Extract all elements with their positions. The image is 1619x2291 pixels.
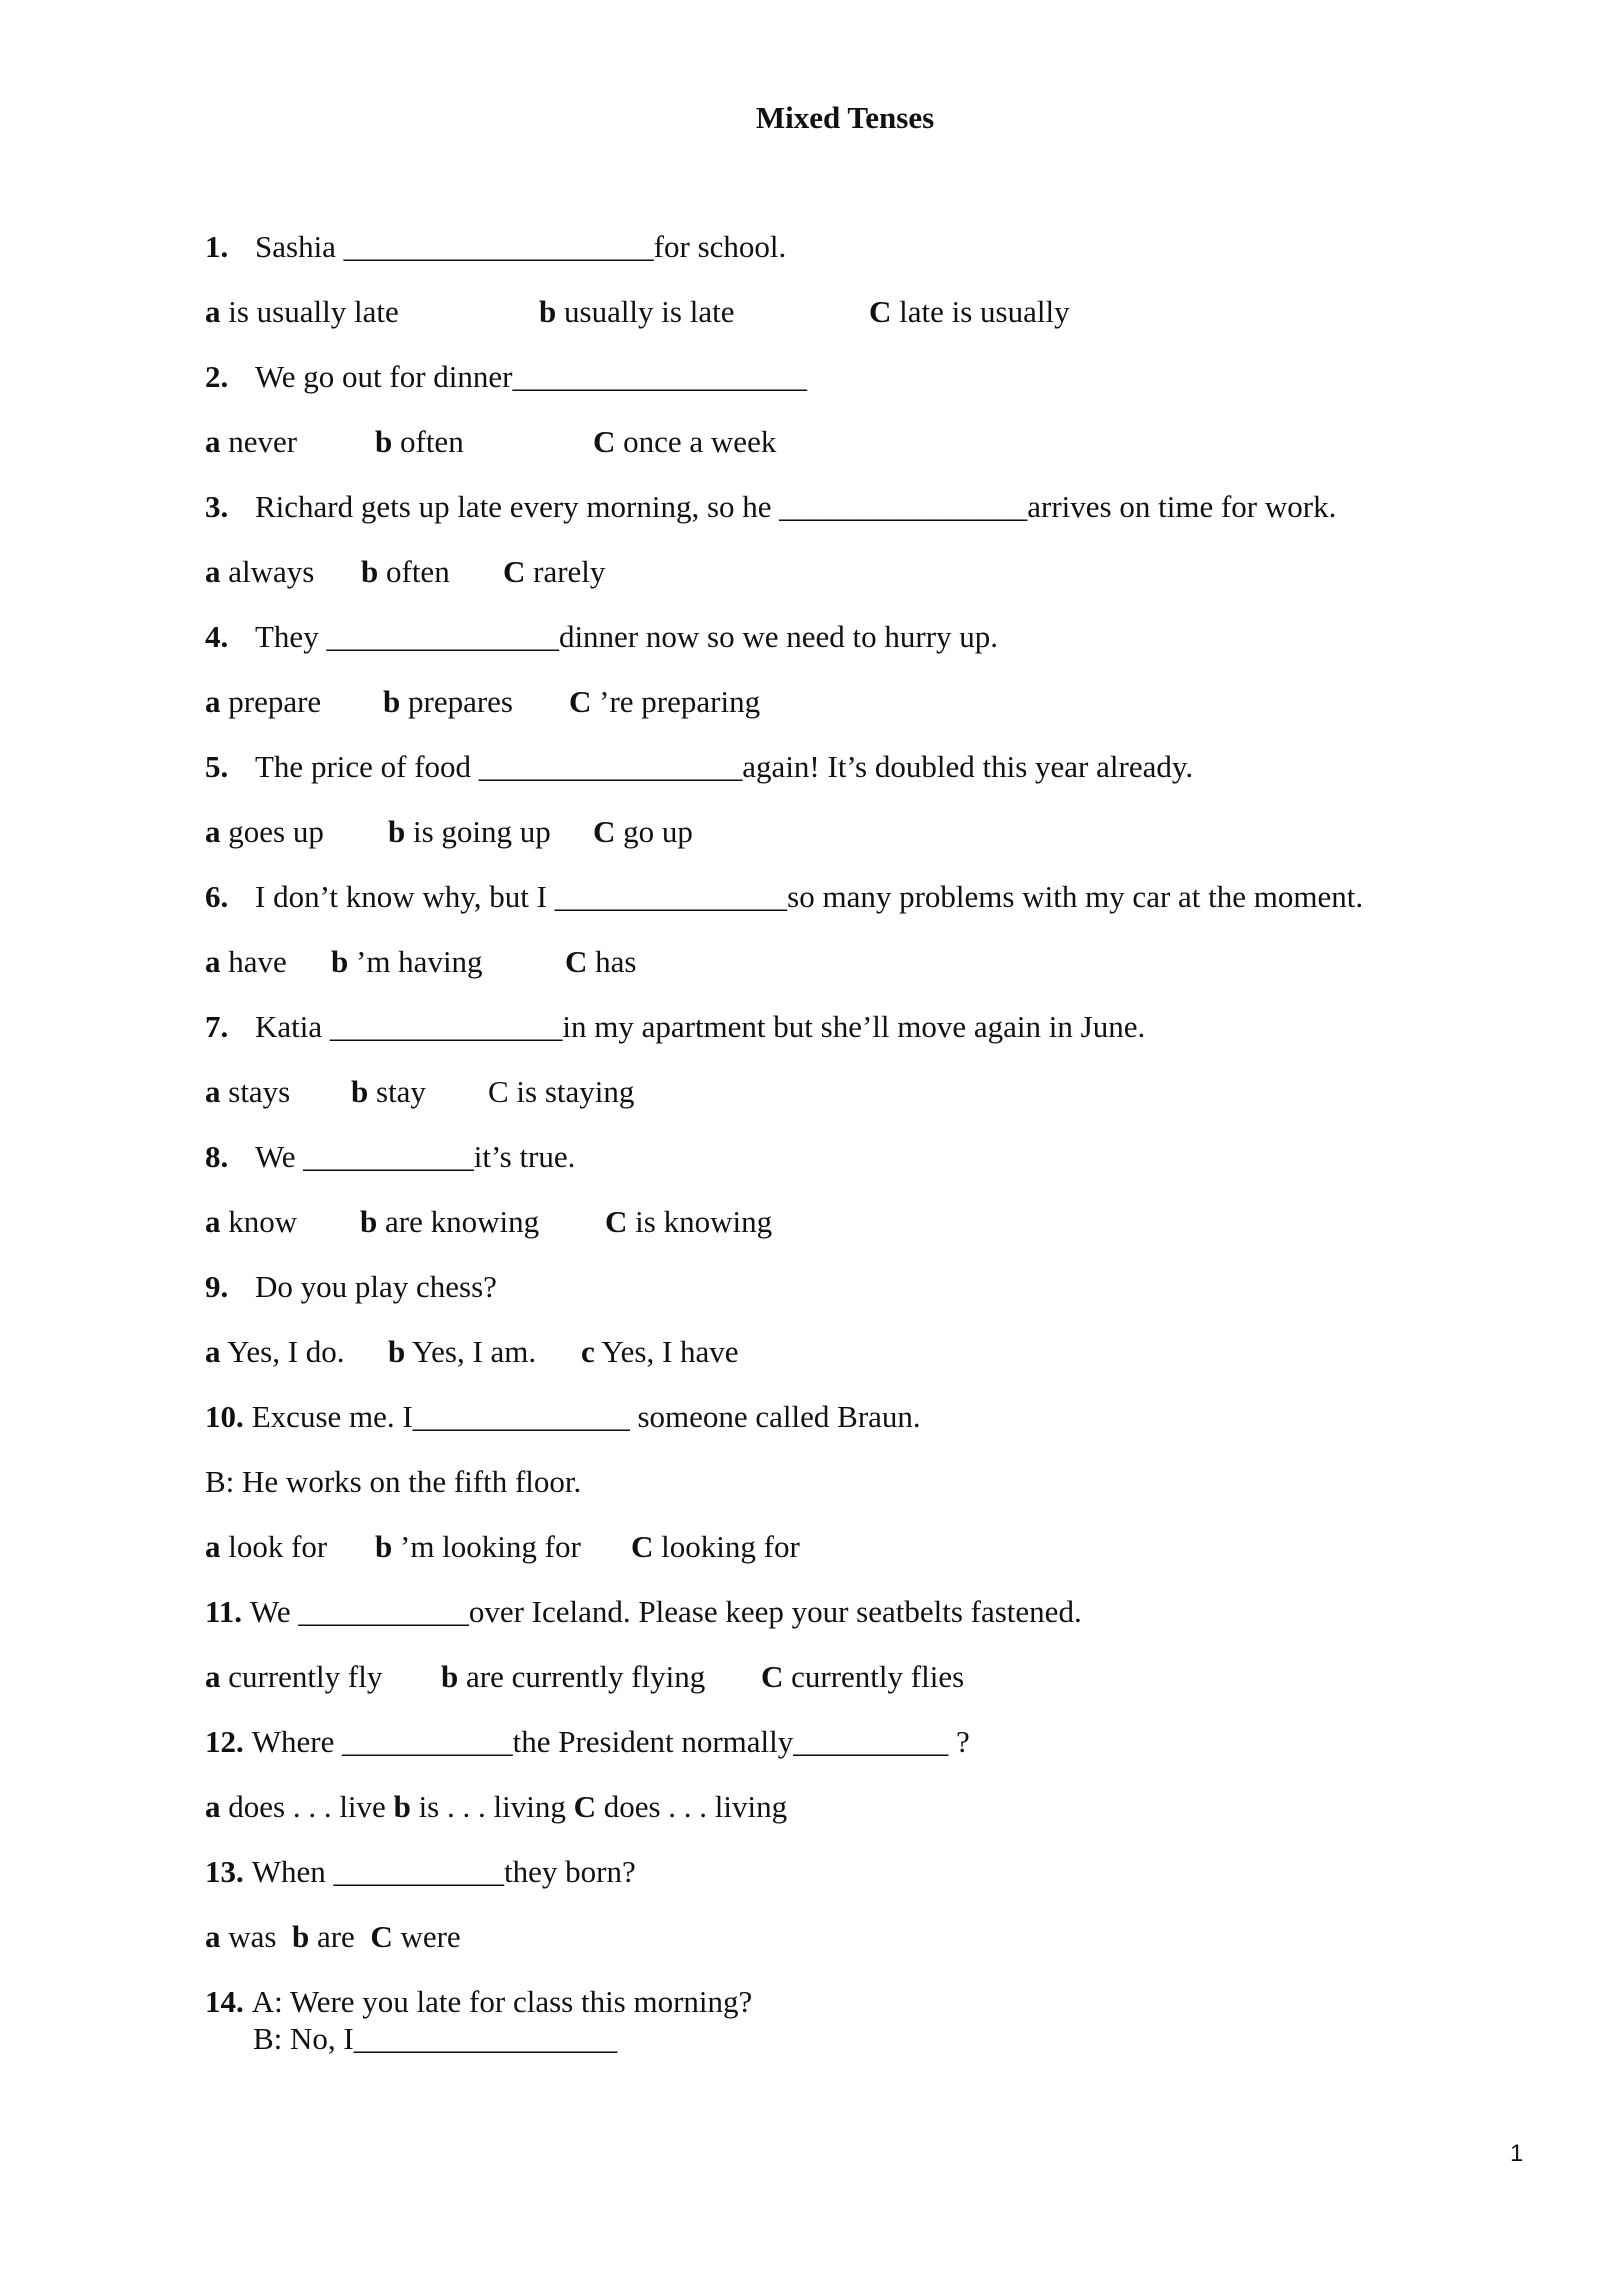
option-text: were xyxy=(392,1919,461,1954)
option-letter: a xyxy=(205,1074,221,1109)
question-text: The price of food _________________again! It’s doubled this year already. xyxy=(255,749,1194,784)
options-6 xyxy=(205,944,636,980)
option-b xyxy=(360,1204,605,1240)
option-letter: a xyxy=(205,1659,221,1694)
option-text: looking for xyxy=(653,1529,800,1564)
option-text: goes up xyxy=(220,814,324,849)
option-letter: b xyxy=(375,424,393,459)
question-text: Excuse me. I______________ someone called Braun. xyxy=(251,1399,921,1434)
option-text: ’m looking for xyxy=(392,1529,581,1564)
option-letter: a xyxy=(205,424,221,459)
option-text: usually is late xyxy=(556,294,735,329)
option-text: has xyxy=(587,944,637,979)
options-1 xyxy=(205,294,1070,330)
option-letter: b xyxy=(361,554,379,589)
option-letter: a xyxy=(205,944,221,979)
option-letter: b xyxy=(360,1204,378,1239)
question-10-reply: B: He works on the fifth floor. xyxy=(205,1464,582,1499)
option-b xyxy=(394,1789,566,1825)
options-9 xyxy=(205,1334,739,1370)
option-letter: C xyxy=(569,684,592,719)
options-4 xyxy=(205,684,760,720)
option-letter: C xyxy=(503,554,526,589)
option-a xyxy=(205,1204,360,1240)
question-text: A: Were you late for class this morning? xyxy=(251,1984,753,2019)
option-text: stays xyxy=(220,1074,291,1109)
option-text: ’re preparing xyxy=(591,684,761,719)
question-text: Where ___________the President normally__________ ? xyxy=(251,1724,970,1759)
option-c xyxy=(605,1204,772,1240)
option-letter: a xyxy=(205,1789,221,1824)
option-text: is going up xyxy=(405,814,551,849)
option-text: ’m having xyxy=(348,944,483,979)
question-text: We ___________over Iceland. Please keep your seatbelts fastened. xyxy=(250,1594,1082,1629)
option-letter: C xyxy=(761,1659,784,1694)
option-letter: a xyxy=(205,1204,221,1239)
question-number: 6. xyxy=(205,879,229,914)
option-c xyxy=(631,1529,800,1565)
option-c xyxy=(503,554,605,590)
question-text: We go out for dinner___________________ xyxy=(255,359,807,394)
option-text: Yes, I have xyxy=(594,1334,739,1369)
option-letter: b xyxy=(291,1919,310,1954)
option-text: know xyxy=(220,1204,298,1239)
question-number: 13. xyxy=(205,1854,244,1889)
page-title: Mixed Tenses xyxy=(755,100,935,135)
option-letter: b xyxy=(388,1334,406,1369)
options-12 xyxy=(205,1789,787,1825)
option-text: is . . . living xyxy=(410,1789,566,1824)
question-number: 9. xyxy=(205,1269,229,1304)
option-text: is usually late xyxy=(220,294,399,329)
question-number: 4. xyxy=(205,619,229,654)
option-a xyxy=(205,814,388,850)
options-5 xyxy=(205,814,693,850)
option-text: does . . . living xyxy=(595,1789,788,1824)
option-c xyxy=(370,1919,460,1955)
option-letter: b xyxy=(393,1789,411,1824)
page-number: 1 xyxy=(1510,2140,1524,2167)
option-letter: a xyxy=(205,814,221,849)
question-number: 14. xyxy=(205,1984,244,2019)
option-text: does . . . live xyxy=(220,1789,386,1824)
option-letter: a xyxy=(205,1529,221,1564)
option-text: prepare xyxy=(220,684,322,719)
question-number: 11. xyxy=(205,1594,243,1629)
option-a xyxy=(205,944,331,980)
options-8 xyxy=(205,1204,772,1240)
option-a xyxy=(205,684,383,720)
option-c xyxy=(488,1074,634,1110)
option-letter: b xyxy=(441,1659,459,1694)
question-3 xyxy=(205,489,1336,525)
option-text: never xyxy=(220,424,298,459)
question-text: They _______________dinner now so we need to hurry up. xyxy=(255,619,999,654)
option-b xyxy=(331,944,565,980)
question-number: 2. xyxy=(205,359,229,394)
question-13 xyxy=(205,1854,636,1890)
option-a xyxy=(205,1529,375,1565)
option-letter: c xyxy=(581,1334,595,1369)
question-number: 10. xyxy=(205,1399,244,1434)
option-c xyxy=(869,294,1070,330)
option-letter: C xyxy=(631,1529,654,1564)
option-c xyxy=(593,424,776,460)
option-letter: b xyxy=(375,1529,393,1564)
question-14-reply: B: No, I_________________ xyxy=(253,2021,618,2056)
option-b xyxy=(388,814,593,850)
option-letter: b xyxy=(539,294,557,329)
options-7 xyxy=(205,1074,634,1110)
option-b xyxy=(292,1919,355,1955)
question-text: Sashia ____________________for school. xyxy=(255,229,787,264)
question-6 xyxy=(205,879,1363,915)
option-letter: b xyxy=(388,814,406,849)
option-letter: b xyxy=(351,1074,369,1109)
question-number: 8. xyxy=(205,1139,229,1174)
option-letter: C xyxy=(593,814,616,849)
question-number: 5. xyxy=(205,749,229,784)
option-letter: a xyxy=(205,1919,221,1954)
option-text: stay xyxy=(368,1074,426,1109)
option-text: always xyxy=(220,554,315,589)
option-b xyxy=(383,684,569,720)
option-letter: a xyxy=(205,1334,221,1369)
option-letter: C xyxy=(573,1789,596,1824)
question-12 xyxy=(205,1724,970,1760)
question-number: 1. xyxy=(205,229,229,264)
option-text: often xyxy=(378,554,450,589)
option-a xyxy=(205,1659,441,1695)
option-b xyxy=(351,1074,488,1110)
option-letter: a xyxy=(205,554,221,589)
option-text: often xyxy=(392,424,464,459)
option-letter: C xyxy=(370,1919,393,1954)
question-text: When ___________they born? xyxy=(251,1854,636,1889)
question-14 xyxy=(205,1984,752,2020)
option-text: go up xyxy=(615,814,693,849)
option-a xyxy=(205,1789,386,1825)
question-10 xyxy=(205,1399,921,1435)
option-b xyxy=(441,1659,761,1695)
question-2 xyxy=(205,359,807,395)
option-c xyxy=(581,1334,739,1370)
question-9 xyxy=(205,1269,497,1305)
option-text: is knowing xyxy=(627,1204,773,1239)
option-c xyxy=(569,684,760,720)
option-letter: b xyxy=(331,944,349,979)
question-number: 7. xyxy=(205,1009,229,1044)
option-a xyxy=(205,1334,388,1370)
options-2 xyxy=(205,424,776,460)
option-text: are knowing xyxy=(377,1204,540,1239)
option-c xyxy=(593,814,693,850)
question-1 xyxy=(205,229,786,265)
option-text: late is usually xyxy=(891,294,1070,329)
question-8 xyxy=(205,1139,575,1175)
option-c xyxy=(565,944,636,980)
option-text: Yes, I do. xyxy=(220,1334,345,1369)
option-letter: a xyxy=(205,294,221,329)
question-text: I don’t know why, but I _______________so many problems with my car at the moment. xyxy=(255,879,1364,914)
option-text: once a week xyxy=(615,424,777,459)
option-c xyxy=(761,1659,964,1695)
option-text: look for xyxy=(220,1529,328,1564)
option-a xyxy=(205,1074,351,1110)
option-text: rarely xyxy=(525,554,606,589)
option-a xyxy=(205,554,361,590)
question-7 xyxy=(205,1009,1145,1045)
option-letter: C xyxy=(605,1204,628,1239)
question-5 xyxy=(205,749,1193,785)
option-b xyxy=(388,1334,581,1370)
option-text: have xyxy=(220,944,287,979)
option-b xyxy=(539,294,869,330)
question-text: We ___________it’s true. xyxy=(255,1139,576,1174)
question-text: Katia _______________in my apartment but she’ll move again in June. xyxy=(255,1009,1146,1044)
question-text: Do you play chess? xyxy=(255,1269,497,1304)
option-a xyxy=(205,424,375,460)
option-text: are xyxy=(309,1919,355,1954)
question-11 xyxy=(205,1594,1082,1630)
option-text: currently fly xyxy=(220,1659,383,1694)
question-number: 3. xyxy=(205,489,229,524)
options-13 xyxy=(205,1919,461,1955)
option-text: Yes, I am. xyxy=(405,1334,537,1369)
option-text: prepares xyxy=(400,684,513,719)
question-4 xyxy=(205,619,998,655)
option-letter: C xyxy=(593,424,616,459)
option-b xyxy=(375,1529,631,1565)
option-b xyxy=(361,554,503,590)
option-letter: C xyxy=(565,944,588,979)
options-10 xyxy=(205,1529,800,1565)
option-text: C is staying xyxy=(488,1074,635,1109)
question-number: 12. xyxy=(205,1724,244,1759)
options-11 xyxy=(205,1659,964,1695)
option-c xyxy=(574,1789,788,1825)
options-3 xyxy=(205,554,605,590)
option-letter: b xyxy=(383,684,401,719)
option-a xyxy=(205,294,539,330)
option-a xyxy=(205,1919,276,1955)
option-b xyxy=(375,424,593,460)
question-text: Richard gets up late every morning, so he ________________arrives on time for work. xyxy=(255,489,1337,524)
option-letter: a xyxy=(205,684,221,719)
option-text: currently flies xyxy=(783,1659,965,1694)
option-text: was xyxy=(220,1919,277,1954)
option-text: are currently flying xyxy=(458,1659,706,1694)
option-letter: C xyxy=(869,294,892,329)
